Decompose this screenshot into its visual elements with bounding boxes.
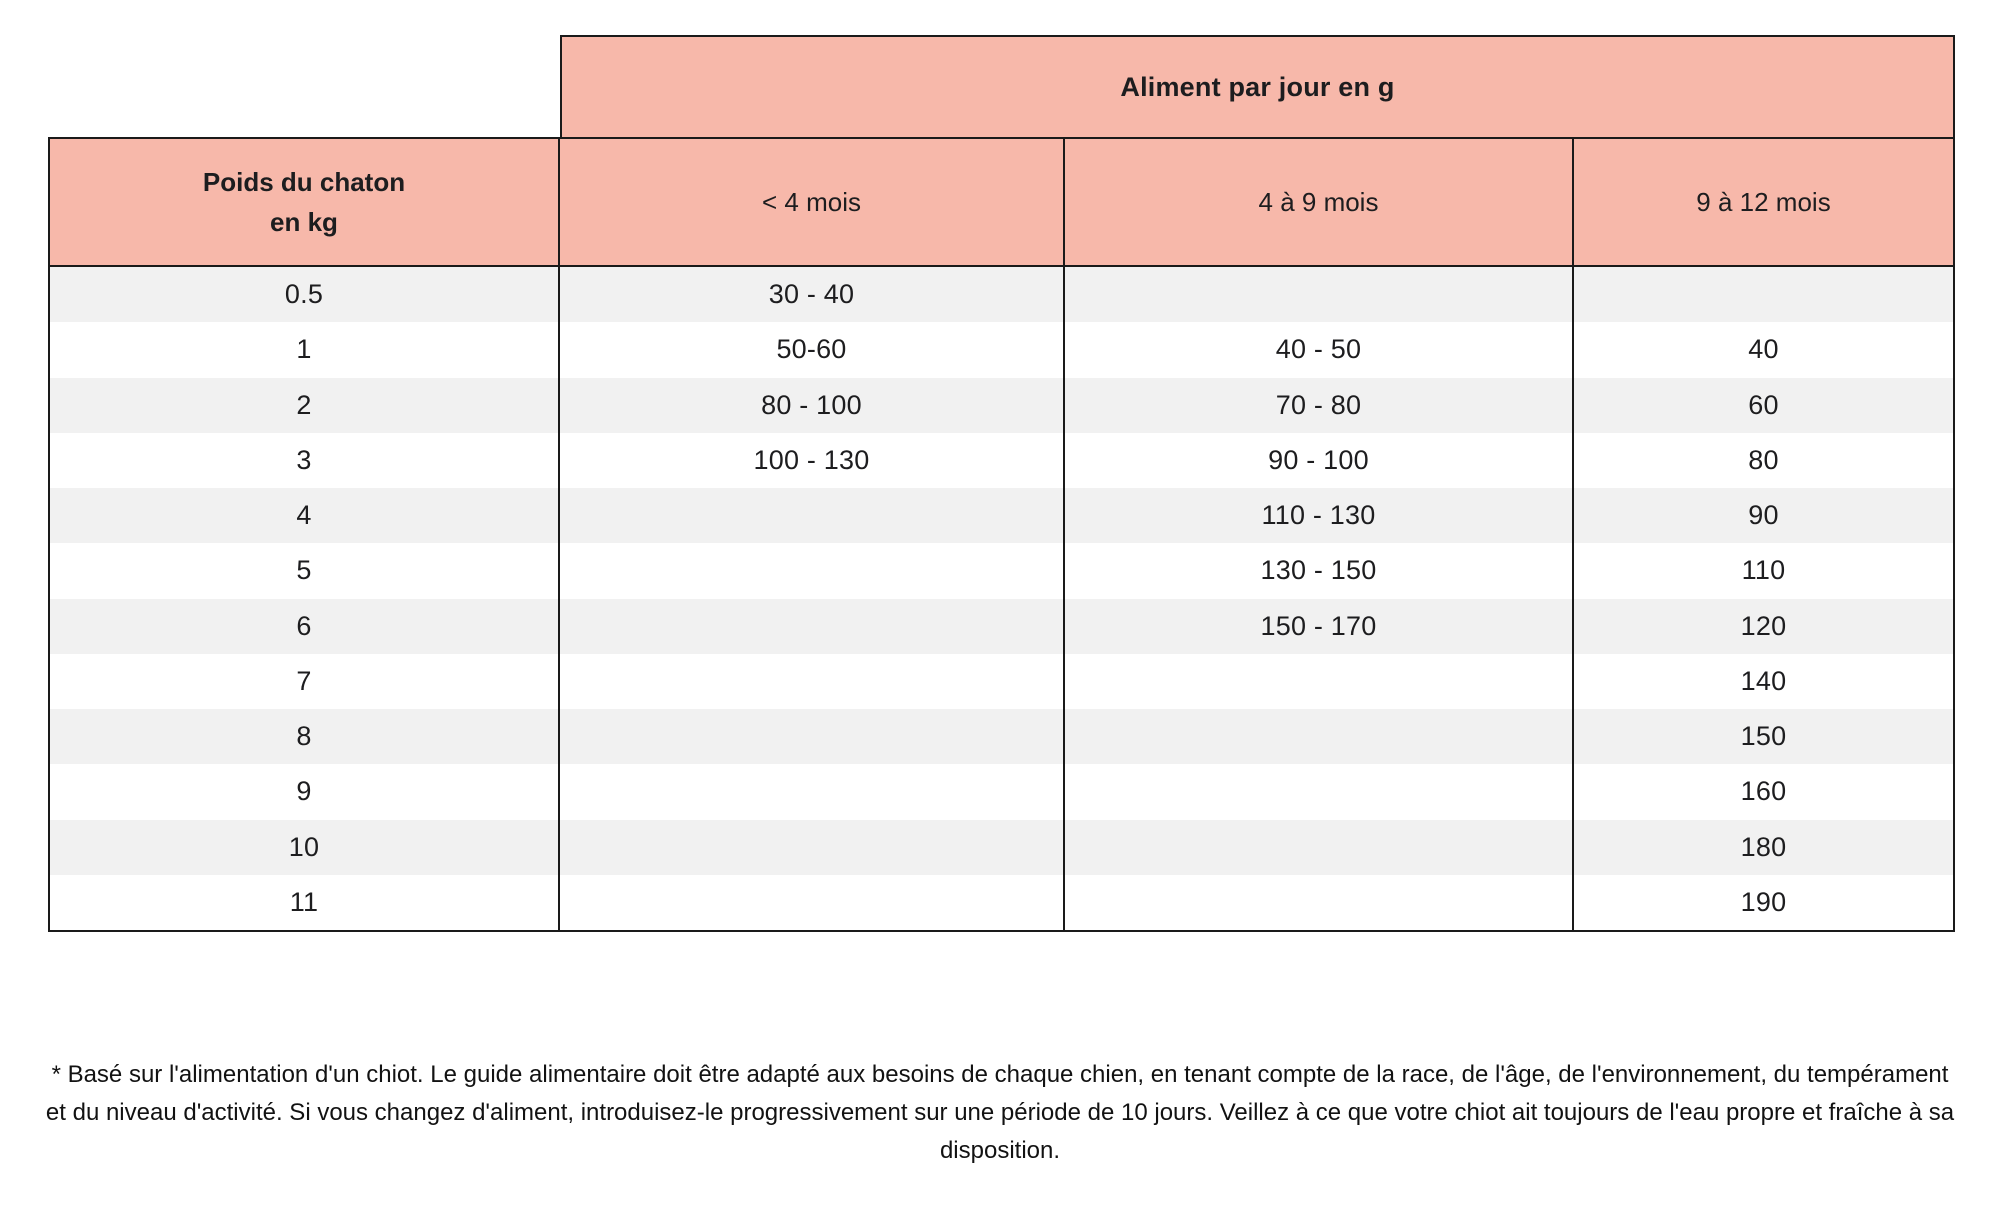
cell-4-9-months: 130 - 150	[1065, 543, 1574, 598]
cell-under-4-months	[560, 709, 1065, 764]
cell-weight: 2	[50, 378, 560, 433]
cell-9-12-months: 120	[1740, 610, 1787, 641]
table-row	[50, 875, 1953, 930]
cell-weight: 3	[50, 433, 560, 488]
cell-4-9-months	[1065, 764, 1574, 819]
table-row	[50, 709, 1953, 764]
cell-9-12-months: 80	[1748, 444, 1779, 475]
table-row	[50, 764, 1953, 819]
cell-4-9-months: 40 - 50	[1065, 322, 1574, 377]
cell-under-4-months	[560, 488, 1065, 543]
banner-row	[48, 35, 1955, 137]
table-row	[50, 267, 1953, 322]
feeding-table	[48, 35, 1955, 932]
cell-under-4-months: 80 - 100	[560, 378, 1065, 433]
table-body	[50, 267, 1953, 930]
table-row	[50, 433, 1953, 488]
header-under-4-months: < 4 mois	[560, 139, 1065, 265]
table-row	[50, 599, 1953, 654]
table-row	[50, 654, 1953, 709]
cell-9-12-months	[1574, 267, 1953, 322]
cell-4-9-months	[1065, 709, 1574, 764]
cell-under-4-months	[560, 599, 1065, 654]
cell-under-4-months	[560, 654, 1065, 709]
cell-4-9-months	[1065, 875, 1574, 930]
cell-weight: 0.5	[50, 267, 560, 322]
table-row	[50, 820, 1953, 875]
column-header-row	[50, 139, 1953, 267]
cell-weight: 7	[50, 654, 560, 709]
cell-weight: 5	[50, 543, 560, 598]
cell-4-9-months	[1065, 654, 1574, 709]
cell-9-12-months: 110	[1741, 555, 1786, 586]
header-4-9-months: 4 à 9 mois	[1065, 139, 1574, 265]
cell-4-9-months	[1065, 267, 1574, 322]
footnote: * Basé sur l'alimentation d'un chiot. Le guide alimentaire doit être adapté aux besoins de chaque chien, en tenant compte de la race, de l'âge, de l'environnement, du tempérament et du niveau d'activité. Si vous changez d'aliment, introduisez-le progressivement sur une période de 10 jours. Veillez à ce que votre chiot ait toujours de l'eau propre et fraîche à sa disposition.	[45, 1061, 1955, 1164]
header-9-12-months: 9 à 12 mois	[1574, 139, 1953, 265]
table-grid	[48, 137, 1955, 932]
cell-4-9-months	[1065, 820, 1574, 875]
cell-under-4-months: 30 - 40	[560, 267, 1065, 322]
cell-9-12-months: 40	[1748, 334, 1779, 365]
cell-9-12-months: 180	[1740, 831, 1787, 862]
cell-9-12-months: 150	[1740, 721, 1787, 752]
cell-under-4-months	[560, 543, 1065, 598]
cell-under-4-months	[560, 875, 1065, 930]
table-row	[50, 378, 1953, 433]
cell-under-4-months: 50-60	[560, 322, 1065, 377]
header-weight	[50, 139, 560, 265]
cell-under-4-months	[560, 820, 1065, 875]
cell-under-4-months: 100 - 130	[560, 433, 1065, 488]
cell-weight: 1	[50, 322, 560, 377]
table-row	[50, 543, 1953, 598]
header-weight-line2: en kg	[270, 207, 338, 237]
cell-under-4-months	[560, 764, 1065, 819]
cell-9-12-months: 140	[1740, 665, 1787, 696]
cell-9-12-months: 60	[1748, 389, 1779, 420]
top-left-empty-cell	[48, 35, 560, 137]
cell-weight: 9	[50, 764, 560, 819]
cell-weight: 4	[50, 488, 560, 543]
cell-weight: 6	[50, 599, 560, 654]
cell-weight: 8	[50, 709, 560, 764]
cell-weight: 11	[50, 875, 560, 930]
table-banner: Aliment par jour en g	[560, 35, 1955, 137]
cell-weight: 10	[50, 820, 560, 875]
cell-4-9-months: 150 - 170	[1065, 599, 1574, 654]
cell-4-9-months: 90 - 100	[1065, 433, 1574, 488]
cell-4-9-months: 110 - 130	[1065, 488, 1574, 543]
header-weight-line1: Poids du chaton	[202, 166, 406, 197]
table-row	[50, 488, 1953, 543]
cell-4-9-months: 70 - 80	[1065, 378, 1574, 433]
cell-9-12-months: 90	[1748, 500, 1779, 531]
table-row	[50, 322, 1953, 377]
cell-9-12-months: 190	[1740, 886, 1787, 917]
cell-9-12-months: 160	[1740, 776, 1787, 807]
